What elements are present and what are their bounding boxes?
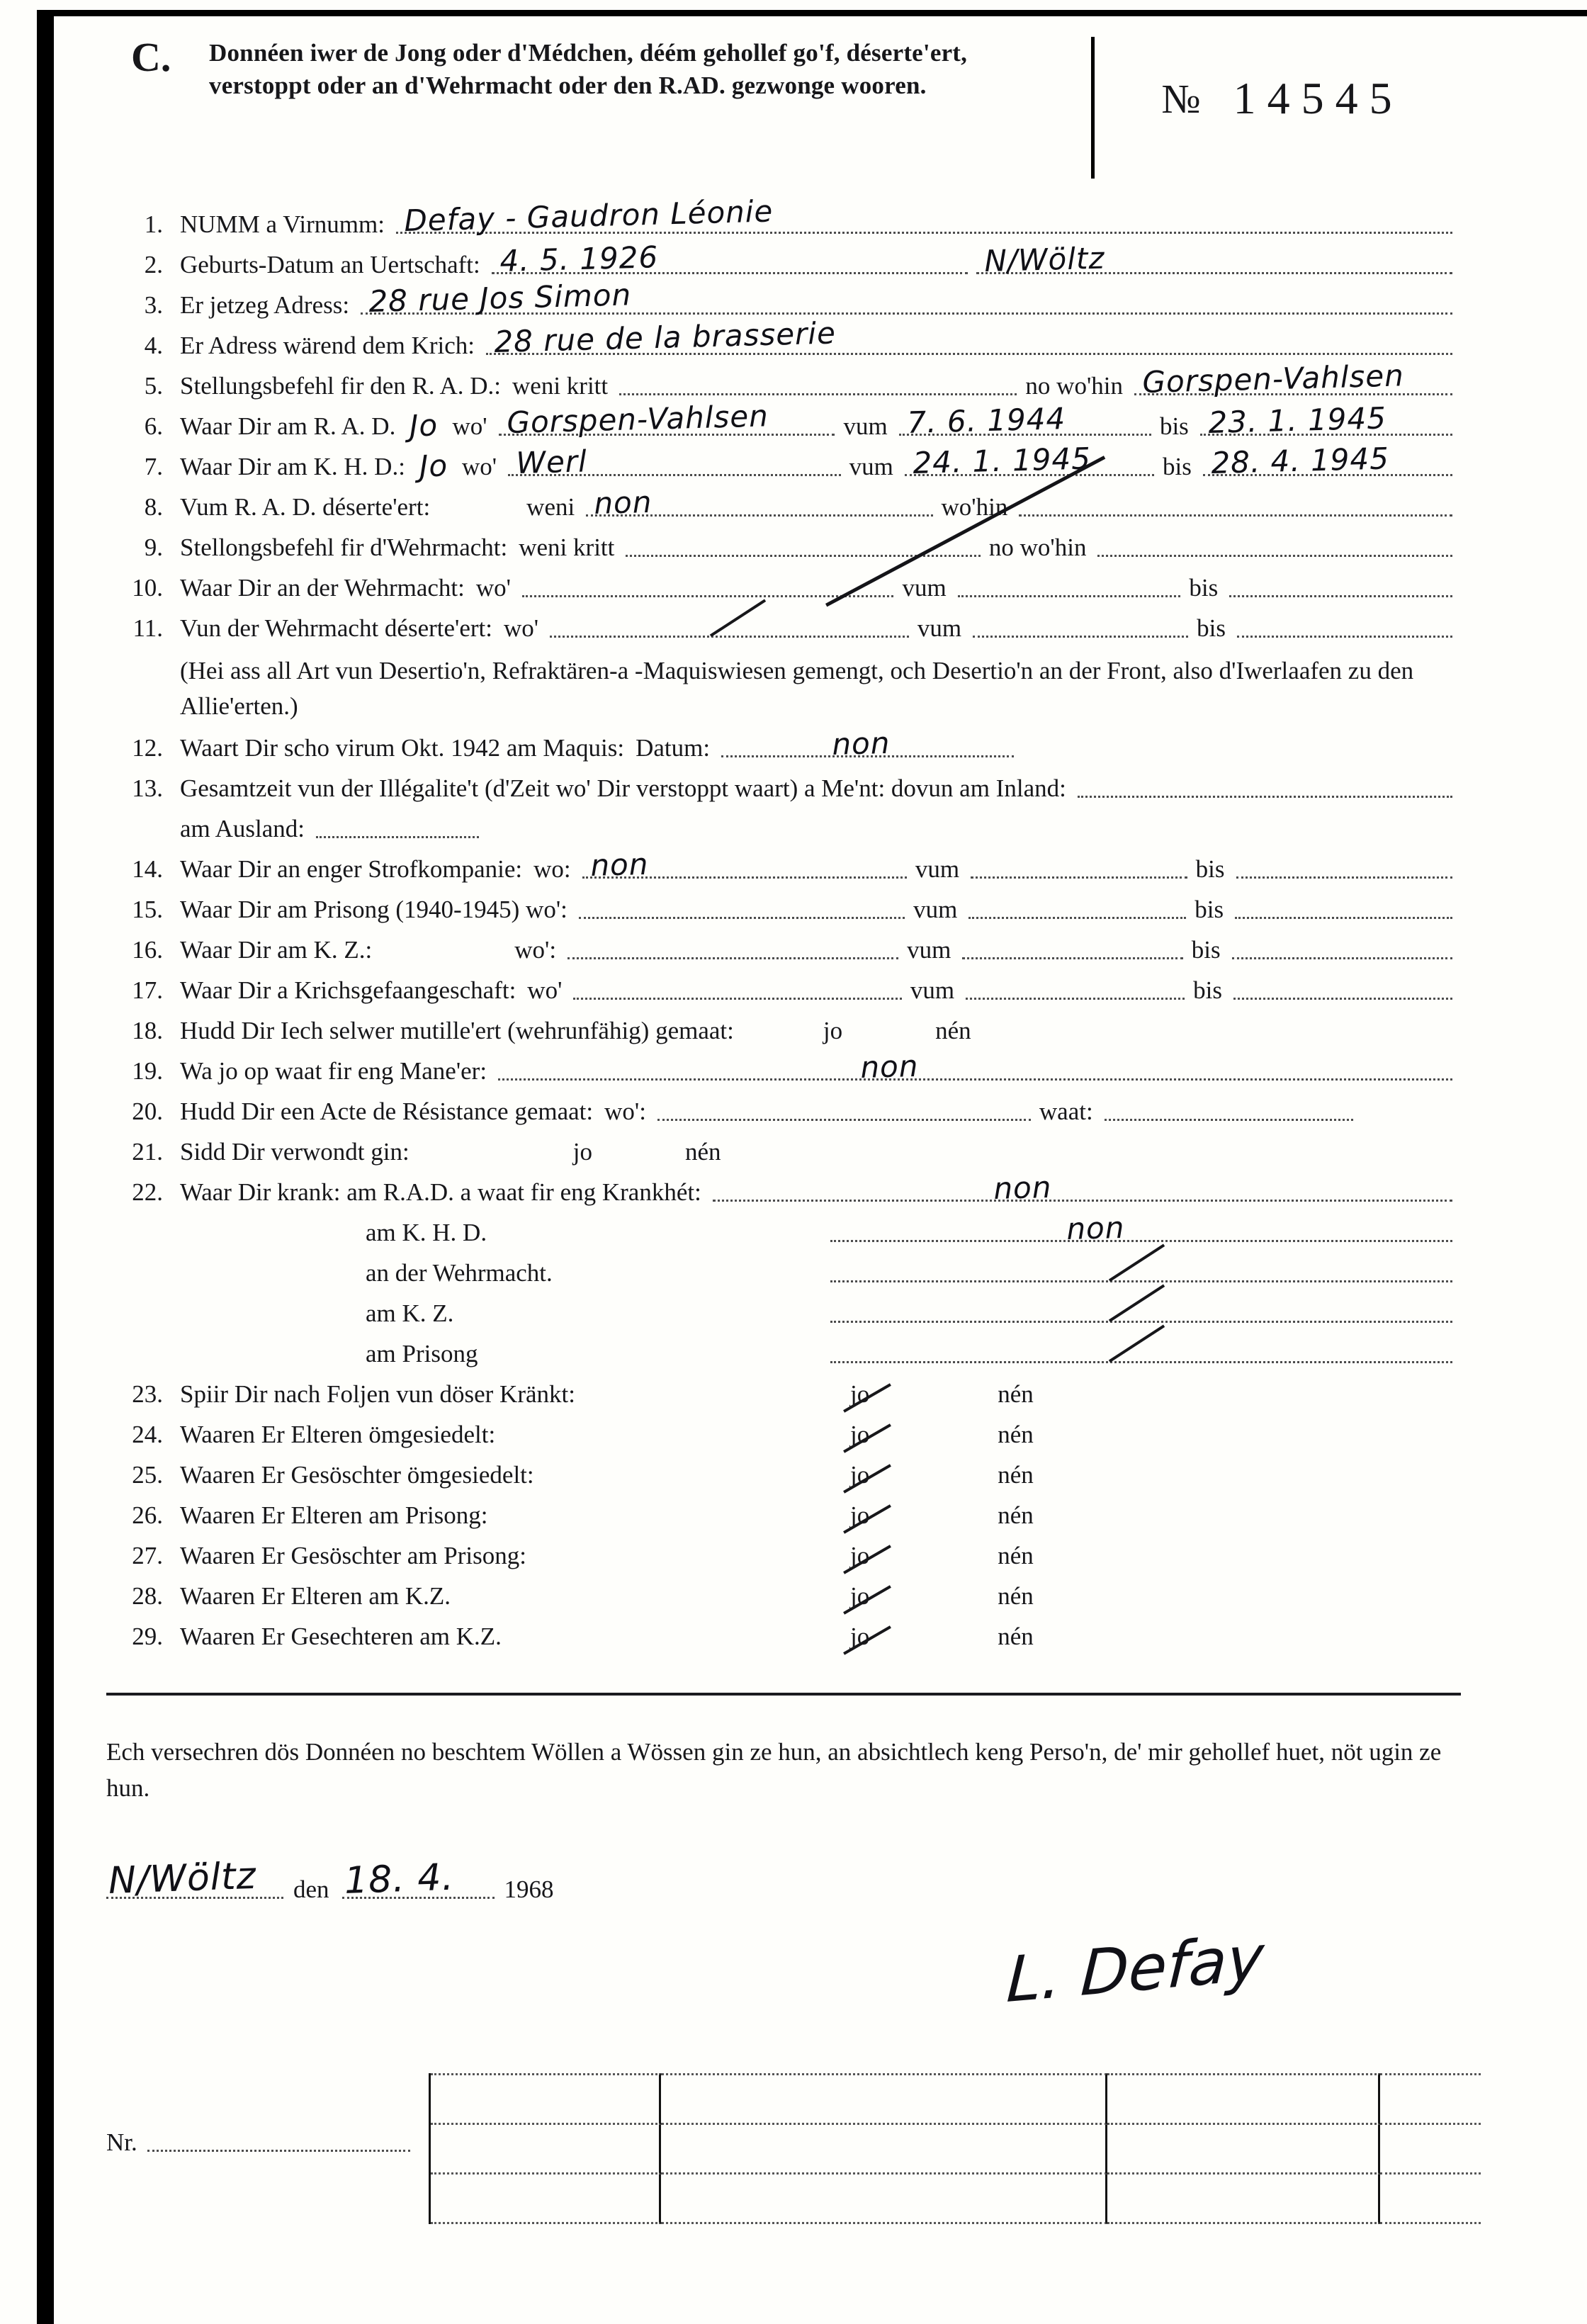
item-number: 11. (132, 614, 163, 642)
item-number: 28. (132, 1582, 163, 1611)
item-number: 27. (132, 1542, 163, 1570)
spacer (383, 965, 514, 966)
form-item (106, 1419, 1461, 1450)
item-label: bis (1197, 614, 1226, 642)
item-number: 3. (144, 291, 163, 319)
spacer (421, 1167, 573, 1168)
form-item (106, 484, 1461, 523)
item-label: Waaren Er Gesechteren am K.Z. (180, 1623, 502, 1651)
handwritten-entry: 28. 4. 1945 (1210, 441, 1390, 480)
strike-zone (106, 484, 1461, 723)
form-item (106, 358, 1461, 402)
dotted-blank (1229, 587, 1452, 597)
item-label: nén (935, 1017, 971, 1045)
item-label: (Hei ass all Art vun Desertio'n, Refraktären-a -Maquiswiesen gemengt, och Desertio'n an der Front, also d'Iwerlaafen zu den Allie'erten.) (180, 657, 1414, 720)
form-item (106, 773, 1461, 804)
item-number: 19. (132, 1057, 163, 1085)
scan-border-top (37, 10, 1587, 16)
item-label: nén (998, 1380, 1034, 1409)
table-cell (661, 2174, 1107, 2224)
strike-mark (1109, 1325, 1165, 1363)
item-label: Waar Dir am Prisong (1940-1945) wo': (180, 896, 567, 924)
handwritten-entry: Werl (515, 444, 588, 480)
dotted-blank (905, 441, 1154, 480)
form-item (106, 1096, 1461, 1127)
item-number: 9. (144, 534, 163, 561)
item-label: vum (915, 855, 960, 884)
item-number: 21. (132, 1138, 163, 1166)
item-label: weni kritt (512, 372, 609, 400)
item-label: Wa jo op waat fir eng Mane'er: (180, 1057, 487, 1085)
dotted-blank (499, 398, 835, 440)
form-item (106, 532, 1461, 563)
item-label: vum (910, 976, 955, 1005)
handwritten-entry: non (594, 484, 653, 521)
item-label: am Prisong (366, 1340, 478, 1368)
dotted-blank (830, 1353, 1452, 1363)
item-label: Waaren Er Gesöschter am Prisong: (180, 1542, 526, 1570)
table-cell (1380, 2174, 1481, 2224)
item-label: weni kritt (519, 534, 615, 561)
item-number: 22. (132, 1178, 163, 1207)
form-item (106, 847, 1461, 885)
form-item (106, 726, 1461, 764)
item-label: Datum: (636, 734, 711, 762)
dotted-blank (1203, 441, 1452, 480)
indent (180, 1369, 366, 1370)
item-number: 29. (132, 1623, 163, 1651)
item-label: nén (998, 1582, 1034, 1611)
dotted-blank (508, 444, 841, 480)
spacer (881, 1530, 998, 1531)
item-label: wo' (503, 614, 539, 642)
item-label: Hudd Dir een Acte de Résistance gemaat: (180, 1098, 594, 1126)
form-item (106, 441, 1461, 484)
table-cell (661, 2073, 1107, 2125)
dotted-blank (973, 627, 1188, 638)
item-label: Gesamtzeit vun der Illégalite't (d'Zeit wo' Dir verstoppt waart) a Me'nt: dovun am Inland: (180, 774, 1066, 803)
handwritten-entry: 4. 5. 1926 (499, 239, 659, 278)
strike-mark (1109, 1285, 1165, 1322)
form-item (106, 1136, 1461, 1168)
item-label: NUMM a Virnumm: (180, 210, 385, 238)
item-label: Waar Dir a Krichsgefaangeschaft: (180, 976, 516, 1005)
item-number: 4. (144, 332, 163, 359)
dotted-blank (396, 193, 1452, 238)
handwritten-entry: Jo (419, 448, 448, 484)
date-blank (342, 1856, 495, 1902)
spacer (1022, 763, 1461, 764)
item-label: am K. H. D. (366, 1219, 487, 1247)
item-label: wo': (604, 1098, 646, 1126)
date-line (106, 1854, 1461, 1905)
dotted-blank (1200, 400, 1452, 440)
table-cell (431, 2125, 661, 2174)
dotted-blank (899, 401, 1151, 440)
item-label: Er Adress wärend dem Krich: (180, 332, 475, 359)
item-label: bis (1195, 855, 1225, 884)
form-item (106, 1049, 1461, 1087)
certification-text: Ech versechren dös Donnéen no beschtem Wöllen a Wössen gin ze hun, an absichtlech keng Perso'n, de' mir gehollef huet, nöt ugin ze hun. (106, 1738, 1442, 1802)
item-label: Spiir Dir nach Foljen vun döser Kränkt: (180, 1380, 575, 1409)
handwritten-entry: non (831, 726, 891, 762)
item-number: 26. (132, 1501, 163, 1530)
spacer (1045, 1409, 1461, 1410)
item-label: nén (998, 1501, 1034, 1530)
item-label: vum (902, 574, 947, 602)
spacer (745, 1046, 823, 1047)
dotted-blank (830, 1210, 1452, 1247)
form-item-continuation (106, 1258, 1461, 1289)
item-label: am Ausland: (180, 815, 305, 843)
item-number: 6. (144, 412, 163, 440)
nr-line (106, 2073, 429, 2158)
jo-option-struck: jo (850, 1419, 869, 1450)
dotted-blank (1019, 506, 1452, 517)
item-label: bis (1159, 412, 1189, 440)
dotted-blank (492, 239, 968, 278)
item-label: Er jetzeg Adress: (180, 291, 350, 319)
handwritten-entry: 7. 6. 1944 (906, 401, 1066, 440)
item-label: an der Wehrmacht. (366, 1259, 553, 1287)
strike-mark (1109, 1244, 1165, 1282)
form-item-continuation (106, 653, 1461, 723)
dotted-blank (626, 546, 981, 557)
nr-label: Nr. (106, 2128, 137, 2156)
item-label: Sidd Dir verwondt gin: (180, 1138, 410, 1166)
item-label: Waar Dir an der Wehrmacht: (180, 574, 465, 602)
year-label: 1968 (504, 1875, 554, 1903)
item-number: 17. (132, 976, 163, 1005)
strike-mark (710, 599, 766, 637)
section-letter: C. (131, 34, 171, 80)
item-number: 1. (144, 210, 163, 238)
item-number: 13. (132, 774, 163, 803)
dotted-blank (1232, 949, 1452, 959)
form-number (1095, 37, 1470, 125)
item-label: bis (1195, 896, 1224, 924)
table-cell (661, 2125, 1107, 2174)
dotted-blank (1236, 868, 1453, 879)
item-label: waat: (1039, 1098, 1093, 1126)
item-number: 14. (132, 855, 163, 884)
form-item (106, 572, 1461, 604)
spacer (1045, 1611, 1461, 1612)
spacer (881, 1490, 998, 1491)
handwritten-entry: Jo (409, 407, 439, 444)
footer-divider (106, 1693, 1461, 1696)
handwritten-entry: 28 rue Jos Simon (368, 277, 632, 319)
dotted-blank (1134, 358, 1452, 400)
item-label: vum (843, 412, 888, 440)
dotted-blank (1105, 1110, 1353, 1121)
dotted-blank (579, 908, 905, 919)
form-item-continuation (106, 1210, 1461, 1248)
form-item (106, 239, 1461, 281)
form-item (106, 193, 1461, 240)
spacer (604, 1167, 685, 1168)
dotted-blank (316, 828, 479, 838)
jo-option-struck: jo (850, 1500, 869, 1531)
handwritten-entry: Gorspen-Vahlsen (1141, 358, 1405, 400)
handwritten-entry: Defay - Gaudron Léonie (403, 193, 774, 238)
table-cell (431, 2073, 661, 2125)
table-cell (1107, 2125, 1380, 2174)
item-label: Stellongsbefehl fir d'Wehrmacht: (180, 534, 508, 561)
dotted-blank (1235, 908, 1452, 919)
table-cell (1380, 2125, 1481, 2174)
item-label: no wo'hin (1025, 372, 1123, 400)
item-label: Vun der Wehrmacht déserte'ert: (180, 614, 492, 642)
item-number: 12. (132, 734, 163, 762)
form-item (106, 1500, 1461, 1531)
item-number: 23. (132, 1380, 163, 1409)
form-item (106, 1015, 1461, 1047)
handwritten-entry: Gorspen-Vahlsen (506, 398, 769, 440)
spacer (1045, 1571, 1461, 1572)
jo-option-struck: jo (850, 1540, 869, 1572)
item-number: 24. (132, 1421, 163, 1449)
form-item (106, 1621, 1461, 1652)
handwritten-entry: 24. 1. 1945 (912, 441, 1092, 480)
dotted-blank (550, 627, 909, 638)
dotted-blank (968, 908, 1186, 919)
table-cell (431, 2174, 661, 2224)
form-item (106, 935, 1461, 966)
dotted-blank (522, 587, 894, 597)
form-item (106, 613, 1461, 644)
spacer (733, 1167, 1461, 1168)
item-label: vum (917, 614, 962, 642)
item-label: nén (998, 1623, 1034, 1651)
item-label: wo' (475, 574, 511, 602)
form-item (106, 398, 1461, 444)
item-label: bis (1191, 936, 1221, 964)
form-number-label: № (1161, 75, 1201, 122)
spacer (487, 844, 1461, 845)
item-number: 5. (144, 372, 163, 400)
dotted-blank (830, 1272, 1452, 1282)
item-label: bis (1189, 574, 1219, 602)
table-cell (1107, 2174, 1380, 2224)
item-label: no wo'hin (988, 534, 1087, 561)
item-label: nén (998, 1421, 1034, 1449)
dotted-blank (582, 847, 907, 884)
handwritten-entry: non (1066, 1210, 1125, 1247)
form-item-continuation (106, 813, 1461, 845)
item-number: 10. (132, 574, 163, 602)
item-number: 8. (144, 493, 163, 521)
item-label: bis (1163, 453, 1192, 480)
item-label: nén (998, 1542, 1034, 1570)
dotted-blank (1097, 546, 1452, 557)
dotted-blank (619, 385, 1017, 395)
form-item (106, 1170, 1461, 1208)
dotted-blank (1078, 787, 1452, 798)
item-label: Waaren Er Elteren am Prisong: (180, 1501, 488, 1530)
jo-option-struck: jo (850, 1379, 869, 1410)
item-number: 20. (132, 1098, 163, 1126)
item-label: Waaren Er Gesöschter ömgesiedelt: (180, 1461, 534, 1489)
header-description: Donnéen iwer de Jong oder d'Médchen, déém gehollef go'f, déserte'ert, verstoppt oder an d'Wehrmacht oder den R.AD. gezwonge wooren. (209, 39, 968, 100)
item-label: weni (526, 493, 575, 521)
item-number: 16. (132, 936, 163, 964)
item-label: Waaren Er Elteren ömgesiedelt: (180, 1421, 496, 1449)
form-item (106, 1540, 1461, 1572)
form-number-value: 14545 (1233, 73, 1404, 123)
form-item (106, 975, 1461, 1006)
dotted-blank (573, 989, 902, 1000)
nr-dotted-line (147, 2141, 410, 2152)
item-label: Waart Dir scho virum Okt. 1942 am Maquis: (180, 734, 625, 762)
item-label: nén (998, 1461, 1034, 1489)
item-label: wo: (533, 855, 571, 884)
item-label: Waar Dir am R. A. D. (180, 412, 396, 440)
form-items (106, 193, 1461, 1662)
dotted-blank (498, 1049, 1452, 1085)
dotted-blank (962, 949, 1182, 959)
item-number: 15. (132, 896, 163, 924)
jo-option-struck: jo (850, 1621, 869, 1652)
spacer (1045, 1530, 1461, 1531)
table-cell (1380, 2073, 1481, 2125)
item-label: jo (572, 1138, 592, 1166)
dotted-blank (567, 949, 898, 959)
dotted-blank (721, 726, 1014, 762)
item-label: am K. Z. (366, 1299, 454, 1328)
dotted-blank (361, 277, 1452, 319)
item-number: 18. (132, 1017, 163, 1045)
item-label: wo' (452, 412, 487, 440)
dotted-blank (713, 1170, 1452, 1207)
item-label: vum (849, 453, 893, 480)
dotted-blank (971, 868, 1187, 879)
form-item (106, 315, 1461, 361)
item-label: Waar Dir am K. Z.: (180, 936, 373, 964)
item-label: bis (1193, 976, 1222, 1005)
item-label: vum (907, 936, 951, 964)
item-label: Vum R. A. D. déserte'ert: (180, 493, 431, 521)
item-number: 7. (144, 453, 163, 480)
spacer (1045, 1490, 1461, 1491)
item-label: Geburts-Datum an Uertschaft: (180, 251, 480, 278)
item-label: wo'hin (941, 493, 1008, 521)
dotted-blank (830, 1312, 1452, 1323)
item-label: wo' (462, 453, 497, 480)
dotted-blank (1237, 627, 1452, 638)
den-label: den (293, 1875, 329, 1903)
form-item (106, 1581, 1461, 1612)
item-label: Waar Dir krank: am R.A.D. a waat fir eng Krankhét: (180, 1178, 701, 1207)
dotted-blank (976, 240, 1452, 278)
handwritten-entry: non (859, 1049, 919, 1085)
item-label: vum (913, 896, 958, 924)
jo-option-struck: jo (850, 1581, 869, 1612)
stamp-table (429, 2073, 1481, 2224)
dotted-blank (586, 484, 932, 521)
item-label: jo (823, 1017, 843, 1045)
dotted-blank (486, 315, 1452, 359)
item-label: Hudd Dir Iech selwer mutille'ert (wehrunfähig) gemaat: (180, 1017, 734, 1045)
form-item (106, 894, 1461, 925)
form-item-continuation (106, 1338, 1461, 1370)
place-blank (106, 1854, 283, 1902)
indent (180, 1288, 366, 1289)
form-item-continuation (106, 1298, 1461, 1329)
form-item (106, 1379, 1461, 1410)
spacer (441, 522, 526, 523)
spacer (881, 1571, 998, 1572)
spacer (881, 1611, 998, 1612)
item-label: Stellungsbefehl fir den R. A. D.: (180, 372, 502, 400)
item-label: nén (684, 1138, 721, 1166)
scan-border-left (37, 10, 54, 2324)
item-label: Waar Dir an enger Strofkompanie: (180, 855, 523, 884)
spacer (881, 1409, 998, 1410)
item-number: 2. (144, 251, 163, 278)
spacer (983, 1046, 1461, 1047)
spacer (854, 1046, 935, 1047)
item-label: Waaren Er Elteren am K.Z. (180, 1582, 451, 1611)
item-number: 25. (132, 1461, 163, 1489)
date-handwritten: 18. 4. (343, 1856, 455, 1902)
handwritten-entry: 28 rue de la brasserie (493, 315, 837, 359)
form-item (106, 1460, 1461, 1491)
item-label: Waar Dir am K. H. D.: (180, 453, 405, 480)
signature: L. Defay (1005, 1920, 1266, 2016)
form-header (131, 34, 1470, 179)
place-handwritten: N/Wöltz (108, 1854, 257, 1902)
dotted-blank (966, 989, 1185, 1000)
handwritten-entry: N/Wöltz (983, 240, 1105, 278)
handwritten-entry: non (993, 1170, 1052, 1207)
item-label: wo' (527, 976, 563, 1005)
handwritten-entry: 23. 1. 1945 (1207, 400, 1387, 440)
handwritten-entry: non (589, 847, 649, 884)
dotted-blank (1233, 989, 1452, 1000)
form-footer (106, 1662, 1461, 2224)
item-label: wo': (514, 936, 557, 964)
bottom-section (106, 2073, 1461, 2224)
dotted-blank (958, 587, 1181, 597)
table-cell (1107, 2073, 1380, 2125)
dotted-blank (657, 1110, 1031, 1121)
jo-option-struck: jo (850, 1460, 869, 1491)
